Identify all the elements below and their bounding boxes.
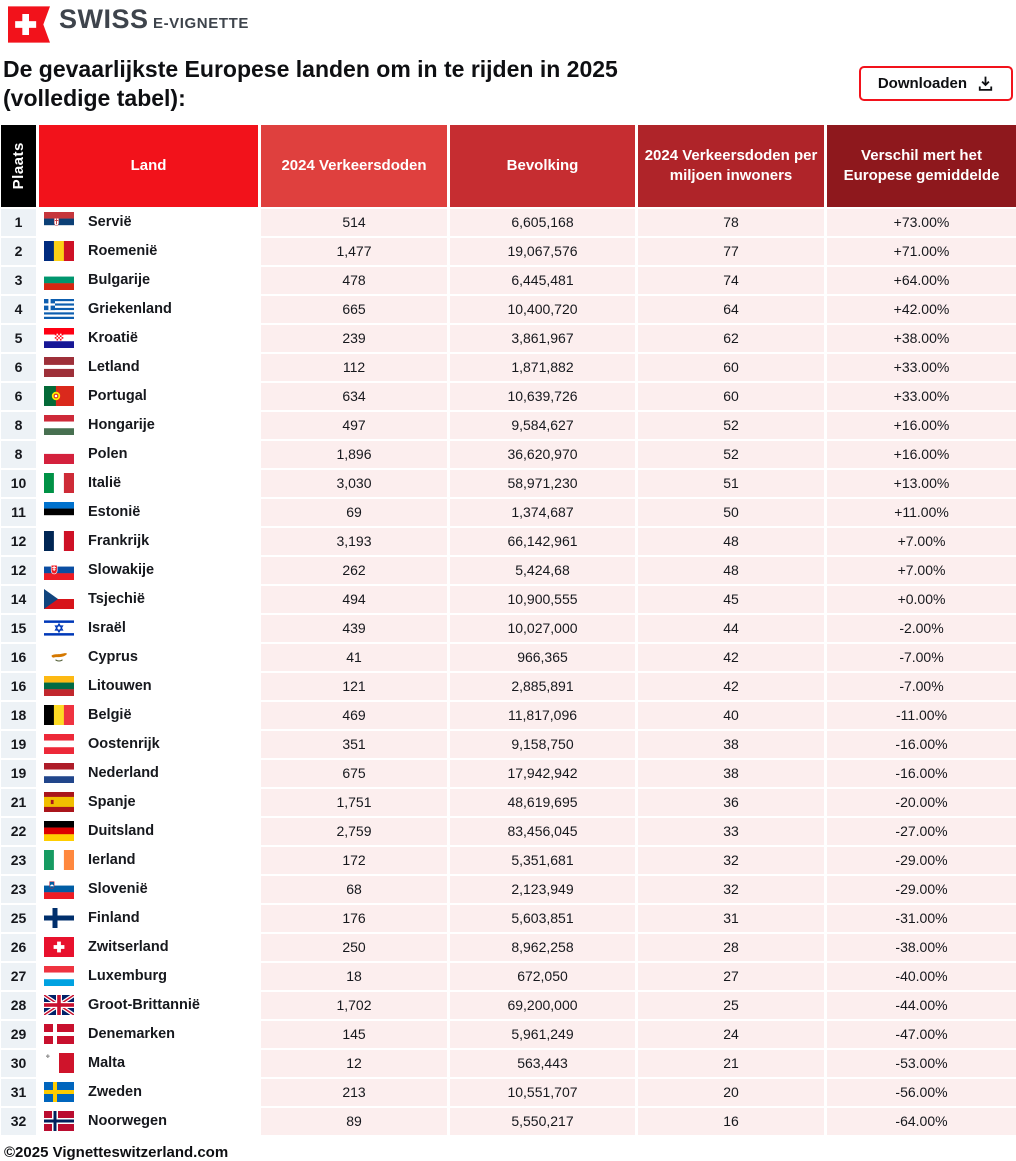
country-name: Slovenië xyxy=(88,881,148,897)
rank-cell: 8 xyxy=(1,412,36,439)
country-cell xyxy=(39,412,258,439)
deaths-cell: 69 xyxy=(261,499,447,526)
population-cell: 5,424,68 xyxy=(450,557,635,584)
country-name: Israël xyxy=(88,620,126,636)
rank-cell: 16 xyxy=(1,644,36,671)
per-million-cell: 42 xyxy=(638,673,824,700)
country-cell xyxy=(39,876,258,903)
country-cell xyxy=(39,702,258,729)
population-cell: 6,445,481 xyxy=(450,267,635,294)
rank-cell: 23 xyxy=(1,847,36,874)
per-million-cell: 60 xyxy=(638,383,824,410)
diff-cell: -31.00% xyxy=(827,905,1016,932)
diff-cell: -16.00% xyxy=(827,760,1016,787)
population-cell: 1,871,882 xyxy=(450,354,635,381)
deaths-cell: 3,193 xyxy=(261,528,447,555)
deaths-cell: 18 xyxy=(261,963,447,990)
per-million-cell: 62 xyxy=(638,325,824,352)
population-cell: 5,550,217 xyxy=(450,1108,635,1135)
population-cell: 69,200,000 xyxy=(450,992,635,1019)
rank-cell: 31 xyxy=(1,1079,36,1106)
logo-line1: SWISS xyxy=(59,4,149,34)
country-name: Duitsland xyxy=(88,823,155,839)
flag-si-icon xyxy=(44,879,74,899)
population-cell: 5,351,681 xyxy=(450,847,635,874)
per-million-cell: 50 xyxy=(638,499,824,526)
flag-sk-icon xyxy=(44,560,74,580)
country-name: Polen xyxy=(88,446,128,462)
flag-dk-icon xyxy=(44,1024,74,1044)
country-name: Servië xyxy=(88,214,132,230)
country-name: Groot-Brittannië xyxy=(88,997,200,1013)
flag-pt-icon xyxy=(44,386,74,406)
diff-cell: +33.00% xyxy=(827,383,1016,410)
per-million-cell: 21 xyxy=(638,1050,824,1077)
diff-cell: -11.00% xyxy=(827,702,1016,729)
country-name: Malta xyxy=(88,1055,126,1071)
population-cell: 10,551,707 xyxy=(450,1079,635,1106)
per-million-cell: 77 xyxy=(638,238,824,265)
country-cell xyxy=(39,789,258,816)
country-name: België xyxy=(88,707,132,723)
country-name: Luxemburg xyxy=(88,968,167,984)
page-title xyxy=(3,55,618,113)
country-cell xyxy=(39,354,258,381)
download-button[interactable] xyxy=(859,66,1013,101)
country-cell xyxy=(39,673,258,700)
per-million-cell: 60 xyxy=(638,354,824,381)
population-cell: 3,861,967 xyxy=(450,325,635,352)
deaths-cell: 634 xyxy=(261,383,447,410)
flag-cz-icon xyxy=(44,589,74,609)
deaths-cell: 213 xyxy=(261,1079,447,1106)
country-name: Zweden xyxy=(88,1084,142,1100)
country-cell xyxy=(39,905,258,932)
per-million-cell: 28 xyxy=(638,934,824,961)
flag-il-icon xyxy=(44,618,74,638)
population-cell: 2,885,891 xyxy=(450,673,635,700)
rank-cell: 12 xyxy=(1,528,36,555)
diff-cell: +13.00% xyxy=(827,470,1016,497)
country-name: Denemarken xyxy=(88,1026,176,1042)
flag-fi-icon xyxy=(44,908,74,928)
flag-hr-icon xyxy=(44,328,74,348)
download-button-label: Downloaden xyxy=(877,75,967,93)
population-cell: 11,817,096 xyxy=(450,702,635,729)
population-cell: 58,971,230 xyxy=(450,470,635,497)
column-header-per-million: 2024 Verkeersdoden per miljoen inwoners xyxy=(638,125,824,207)
country-name: Litouwen xyxy=(88,678,152,694)
population-cell: 10,400,720 xyxy=(450,296,635,323)
country-name: Frankrijk xyxy=(88,533,150,549)
flag-lv-icon xyxy=(44,357,74,377)
per-million-cell: 38 xyxy=(638,760,824,787)
country-cell xyxy=(39,441,258,468)
rank-cell: 6 xyxy=(1,354,36,381)
diff-cell: -20.00% xyxy=(827,789,1016,816)
diff-cell: -44.00% xyxy=(827,992,1016,1019)
flag-fr-icon xyxy=(44,531,74,551)
per-million-cell: 38 xyxy=(638,731,824,758)
rank-cell: 28 xyxy=(1,992,36,1019)
deaths-cell: 3,030 xyxy=(261,470,447,497)
population-cell: 66,142,961 xyxy=(450,528,635,555)
country-name: Bulgarije xyxy=(88,272,151,288)
diff-cell: +16.00% xyxy=(827,412,1016,439)
country-name: Noorwegen xyxy=(88,1113,167,1129)
population-cell: 5,603,851 xyxy=(450,905,635,932)
population-cell: 672,050 xyxy=(450,963,635,990)
deaths-cell: 478 xyxy=(261,267,447,294)
rank-cell: 19 xyxy=(1,731,36,758)
flag-se-icon xyxy=(44,1082,74,1102)
country-cell xyxy=(39,992,258,1019)
deaths-cell: 1,477 xyxy=(261,238,447,265)
logo-text xyxy=(59,6,249,33)
per-million-cell: 36 xyxy=(638,789,824,816)
swiss-flag-icon xyxy=(8,6,50,43)
flag-pl-icon xyxy=(44,444,74,464)
population-cell: 9,158,750 xyxy=(450,731,635,758)
rank-cell: 12 xyxy=(1,557,36,584)
population-cell: 19,067,576 xyxy=(450,238,635,265)
deaths-cell: 262 xyxy=(261,557,447,584)
flag-ch-icon xyxy=(44,937,74,957)
country-name: Cyprus xyxy=(88,649,138,665)
deaths-cell: 41 xyxy=(261,644,447,671)
per-million-cell: 48 xyxy=(638,528,824,555)
page-title-line2: (volledige tabel): xyxy=(3,84,186,111)
per-million-cell: 78 xyxy=(638,209,824,236)
per-million-cell: 33 xyxy=(638,818,824,845)
dangerous-countries-table xyxy=(1,125,1015,1135)
per-million-cell: 51 xyxy=(638,470,824,497)
flag-mt-icon xyxy=(44,1053,74,1073)
country-cell xyxy=(39,760,258,787)
deaths-cell: 68 xyxy=(261,876,447,903)
rank-cell: 30 xyxy=(1,1050,36,1077)
per-million-cell: 44 xyxy=(638,615,824,642)
population-cell: 10,027,000 xyxy=(450,615,635,642)
country-cell xyxy=(39,499,258,526)
country-name: Portugal xyxy=(88,388,147,404)
country-cell xyxy=(39,963,258,990)
country-cell xyxy=(39,818,258,845)
diff-cell: +71.00% xyxy=(827,238,1016,265)
rank-cell: 10 xyxy=(1,470,36,497)
per-million-cell: 52 xyxy=(638,412,824,439)
rank-cell: 5 xyxy=(1,325,36,352)
flag-nl-icon xyxy=(44,763,74,783)
diff-cell: -56.00% xyxy=(827,1079,1016,1106)
deaths-cell: 89 xyxy=(261,1108,447,1135)
deaths-cell: 675 xyxy=(261,760,447,787)
country-cell xyxy=(39,528,258,555)
population-cell: 6,605,168 xyxy=(450,209,635,236)
deaths-cell: 172 xyxy=(261,847,447,874)
page-title-line1: De gevaarlijkste Europese landen om in te rijden in 2025 xyxy=(3,56,618,82)
diff-cell: -27.00% xyxy=(827,818,1016,845)
country-name: Italië xyxy=(88,475,122,491)
rank-cell: 3 xyxy=(1,267,36,294)
diff-cell: +0.00% xyxy=(827,586,1016,613)
rank-cell: 22 xyxy=(1,818,36,845)
copyright-text: ©2025 Vignetteswitzerland.com xyxy=(4,1143,229,1161)
flag-es-icon xyxy=(44,792,74,812)
per-million-cell: 45 xyxy=(638,586,824,613)
diff-cell: -47.00% xyxy=(827,1021,1016,1048)
deaths-cell: 514 xyxy=(261,209,447,236)
diff-cell: -64.00% xyxy=(827,1108,1016,1135)
population-cell: 17,942,942 xyxy=(450,760,635,787)
deaths-cell: 1,751 xyxy=(261,789,447,816)
column-header-land: Land xyxy=(39,125,258,207)
diff-cell: +11.00% xyxy=(827,499,1016,526)
country-name: Kroatië xyxy=(88,330,138,346)
country-name: Roemenië xyxy=(88,243,158,259)
rank-cell: 2 xyxy=(1,238,36,265)
flag-lt-icon xyxy=(44,676,74,696)
country-cell xyxy=(39,934,258,961)
deaths-cell: 497 xyxy=(261,412,447,439)
country-name: Griekenland xyxy=(88,301,172,317)
per-million-cell: 48 xyxy=(638,557,824,584)
flag-lu-icon xyxy=(44,966,74,986)
per-million-cell: 16 xyxy=(638,1108,824,1135)
download-icon xyxy=(977,75,994,92)
per-million-cell: 42 xyxy=(638,644,824,671)
rank-cell: 1 xyxy=(1,209,36,236)
country-name: Nederland xyxy=(88,765,159,781)
flag-cy-icon xyxy=(44,647,74,667)
per-million-cell: 31 xyxy=(638,905,824,932)
rank-cell: 27 xyxy=(1,963,36,990)
flag-at-icon xyxy=(44,734,74,754)
population-cell: 83,456,045 xyxy=(450,818,635,845)
rank-cell: 6 xyxy=(1,383,36,410)
per-million-cell: 24 xyxy=(638,1021,824,1048)
country-name: Letland xyxy=(88,359,140,375)
diff-cell: +16.00% xyxy=(827,441,1016,468)
per-million-cell: 74 xyxy=(638,267,824,294)
population-cell: 10,900,555 xyxy=(450,586,635,613)
per-million-cell: 20 xyxy=(638,1079,824,1106)
rank-cell: 25 xyxy=(1,905,36,932)
rank-cell: 4 xyxy=(1,296,36,323)
per-million-cell: 27 xyxy=(638,963,824,990)
rank-cell: 19 xyxy=(1,760,36,787)
deaths-cell: 494 xyxy=(261,586,447,613)
flag-gr-icon xyxy=(44,299,74,319)
flag-ro-icon xyxy=(44,241,74,261)
diff-cell: +38.00% xyxy=(827,325,1016,352)
deaths-cell: 439 xyxy=(261,615,447,642)
deaths-cell: 469 xyxy=(261,702,447,729)
diff-cell: +7.00% xyxy=(827,557,1016,584)
column-header-deaths: 2024 Verkeersdoden xyxy=(261,125,447,207)
deaths-cell: 121 xyxy=(261,673,447,700)
country-name: Zwitserland xyxy=(88,939,169,955)
deaths-cell: 250 xyxy=(261,934,447,961)
per-million-cell: 32 xyxy=(638,847,824,874)
country-cell xyxy=(39,238,258,265)
population-cell: 36,620,970 xyxy=(450,441,635,468)
population-cell: 48,619,695 xyxy=(450,789,635,816)
country-name: Estonië xyxy=(88,504,141,520)
rank-cell: 18 xyxy=(1,702,36,729)
flag-ie-icon xyxy=(44,850,74,870)
flag-de-icon xyxy=(44,821,74,841)
country-cell xyxy=(39,383,258,410)
country-name: Finland xyxy=(88,910,140,926)
country-name: Hongarije xyxy=(88,417,155,433)
rank-cell: 26 xyxy=(1,934,36,961)
deaths-cell: 145 xyxy=(261,1021,447,1048)
country-cell xyxy=(39,615,258,642)
deaths-cell: 665 xyxy=(261,296,447,323)
per-million-cell: 52 xyxy=(638,441,824,468)
country-cell xyxy=(39,557,258,584)
per-million-cell: 40 xyxy=(638,702,824,729)
diff-cell: +64.00% xyxy=(827,267,1016,294)
population-cell: 966,365 xyxy=(450,644,635,671)
column-header-population: Bevolking xyxy=(450,125,635,207)
rank-cell: 8 xyxy=(1,441,36,468)
deaths-cell: 1,896 xyxy=(261,441,447,468)
country-cell xyxy=(39,1108,258,1135)
population-cell: 10,639,726 xyxy=(450,383,635,410)
rank-cell: 23 xyxy=(1,876,36,903)
flag-bg-icon xyxy=(44,270,74,290)
country-cell xyxy=(39,267,258,294)
rank-cell: 32 xyxy=(1,1108,36,1135)
diff-cell: -40.00% xyxy=(827,963,1016,990)
deaths-cell: 351 xyxy=(261,731,447,758)
flag-rs-icon xyxy=(44,212,74,232)
per-million-cell: 25 xyxy=(638,992,824,1019)
diff-cell: -38.00% xyxy=(827,934,1016,961)
population-cell: 563,443 xyxy=(450,1050,635,1077)
flag-no-icon xyxy=(44,1111,74,1131)
deaths-cell: 112 xyxy=(261,354,447,381)
flag-hu-icon xyxy=(44,415,74,435)
flag-it-icon xyxy=(44,473,74,493)
column-header-plaats: Plaats xyxy=(1,125,36,207)
diff-cell: -29.00% xyxy=(827,847,1016,874)
population-cell: 8,962,258 xyxy=(450,934,635,961)
column-header-diff: Verschil mert het Europese gemiddelde xyxy=(827,125,1016,207)
rank-cell: 16 xyxy=(1,673,36,700)
per-million-cell: 64 xyxy=(638,296,824,323)
diff-cell: +73.00% xyxy=(827,209,1016,236)
deaths-cell: 239 xyxy=(261,325,447,352)
country-name: Oostenrijk xyxy=(88,736,160,752)
diff-cell: +42.00% xyxy=(827,296,1016,323)
swiss-evignette-logo xyxy=(1,6,1015,43)
country-name: Tsjechië xyxy=(88,591,145,607)
rank-cell: 15 xyxy=(1,615,36,642)
diff-cell: +33.00% xyxy=(827,354,1016,381)
diff-cell: -16.00% xyxy=(827,731,1016,758)
diff-cell: -29.00% xyxy=(827,876,1016,903)
deaths-cell: 12 xyxy=(261,1050,447,1077)
rank-cell: 29 xyxy=(1,1021,36,1048)
title-row xyxy=(1,55,1015,113)
country-cell xyxy=(39,644,258,671)
population-cell: 5,961,249 xyxy=(450,1021,635,1048)
country-name: Ierland xyxy=(88,852,136,868)
diff-cell: -53.00% xyxy=(827,1050,1016,1077)
diff-cell: -7.00% xyxy=(827,644,1016,671)
country-cell xyxy=(39,1050,258,1077)
diff-cell: +7.00% xyxy=(827,528,1016,555)
population-cell: 2,123,949 xyxy=(450,876,635,903)
country-cell xyxy=(39,1021,258,1048)
rank-cell: 21 xyxy=(1,789,36,816)
population-cell: 9,584,627 xyxy=(450,412,635,439)
diff-cell: -2.00% xyxy=(827,615,1016,642)
country-cell xyxy=(39,586,258,613)
logo-line2: E-VIGNETTE xyxy=(152,15,249,32)
rank-cell: 11 xyxy=(1,499,36,526)
country-name: Slowakije xyxy=(88,562,155,578)
country-cell xyxy=(39,296,258,323)
country-cell xyxy=(39,731,258,758)
deaths-cell: 2,759 xyxy=(261,818,447,845)
country-cell xyxy=(39,325,258,352)
diff-cell: -7.00% xyxy=(827,673,1016,700)
per-million-cell: 32 xyxy=(638,876,824,903)
country-cell xyxy=(39,1079,258,1106)
population-cell: 1,374,687 xyxy=(450,499,635,526)
flag-be-icon xyxy=(44,705,74,725)
country-name: Spanje xyxy=(88,794,136,810)
flag-ee-icon xyxy=(44,502,74,522)
deaths-cell: 176 xyxy=(261,905,447,932)
country-cell xyxy=(39,470,258,497)
country-cell xyxy=(39,209,258,236)
flag-gb-icon xyxy=(44,995,74,1015)
rank-cell: 14 xyxy=(1,586,36,613)
country-cell xyxy=(39,847,258,874)
deaths-cell: 1,702 xyxy=(261,992,447,1019)
